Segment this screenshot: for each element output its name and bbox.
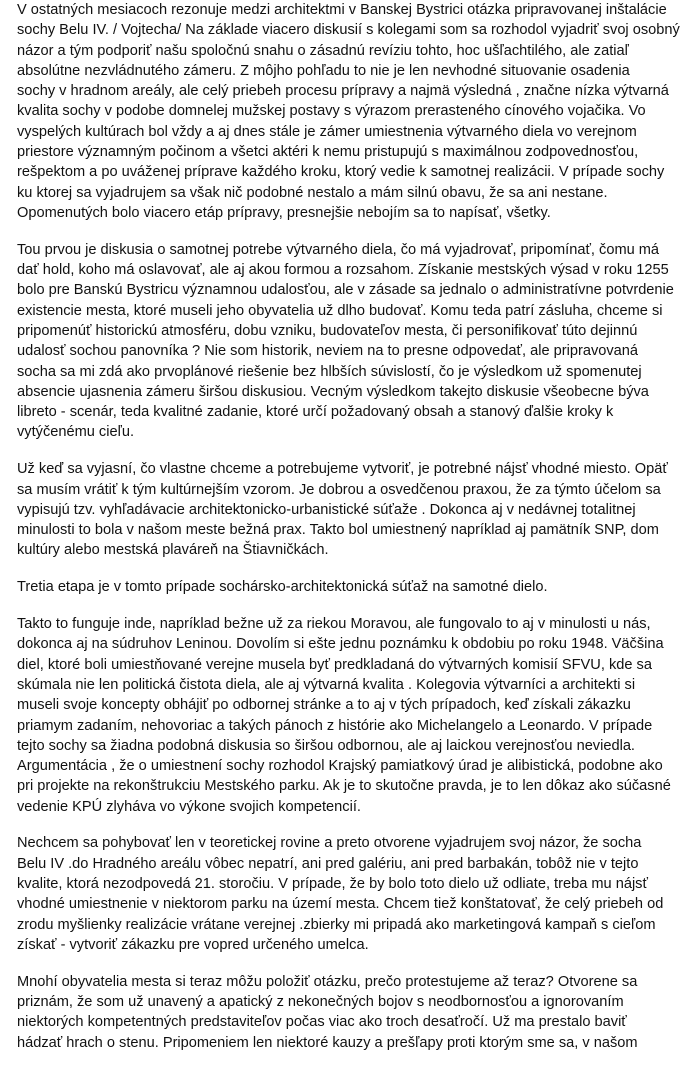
text-line: názor a tým podporiť našu spoločnú snahu o zásadnú revíziu tohto, hoc ušľachtilého, ale zatiaľ	[17, 42, 629, 59]
paragraph	[17, 577, 677, 597]
text-line: pripomenúť historickú atmosféru, dobu vzniku, budovateľov mesta, či personifikovať túto dejinnú	[17, 322, 638, 339]
text-line: kvalita sochy v podobe domnelej mužskej postavy s výrazom prerasteného cínového vojačika. Vo	[17, 103, 646, 120]
text-line: priamym zadaním, nehovoriac a takých pánoch z histórie ako Michelangelo a Leonardo. V prípade	[17, 717, 653, 734]
text-line: dať hold, koho má oslavovať, ale aj akou formou a rozsahom. Získanie mestských výsad v roku 1255	[17, 262, 669, 279]
text-line: kvalite, ktorá nezodpovedá 21. storočiu. V prípade, že by bolo toto dielo už odliate, treba mu nájsť	[17, 876, 648, 893]
paragraph	[17, 240, 677, 443]
text-line: minulosti to bola v našom meste bežná prax. Takto bol umiestnený napríklad aj pamätník SNP, dom	[17, 522, 659, 539]
text-line: sochy Belu IV. / Vojtecha/ Na základe viacero diskusií s kolegami som sa rozhodol vyjadriť svoj osobný	[17, 22, 680, 39]
text-line: udalosť sochou panovníka ? Nie som historik, neviem na to presne odpovedať, ale pripravovaná	[17, 343, 639, 360]
text-line: vyspelých kultúrach bol vždy a aj dnes stále je zámer umiestnenia výtvarného diela vo verejnom	[17, 123, 637, 140]
text-line: skúmala nie len politická čistota diela, ale aj výtvarná kvalita . Kolegovia výtvarníci a architekti si	[17, 676, 636, 693]
text-line: Tou prvou je diskusia o samotnej potrebe výtvarného diela, čo má vyjadrovať, pripomínať, čomu má	[17, 241, 660, 258]
text-line: sochy v hradnom areály, ale celý priebeh procesu prípravy a najmä výsledná , značne nízka výtvarná	[17, 83, 669, 100]
text-line: dokonca aj na súdruhov Leninou. Dovolím si ešte jednu poznámku k obdobiu po roku 1948. Väčšina	[17, 636, 664, 653]
text-line: V ostatných mesiacoch rezonuje medzi architektmi v Banskej Bystrici otázka pripravovanej inštalácie	[17, 2, 667, 18]
text-line: diel, ktoré boli umiestňované verejne musela byť predkladaná do výtvarných komisií SFVU, kde sa	[17, 656, 652, 673]
text-line: Tretia etapa je v tomto prípade sochársko-architektonická súťaž na samotné dielo.	[17, 579, 548, 596]
text-line: tejto sochy sa žiadna podobná diskusia so širšou odbornou, ale aj laickou verejnosťou neviedla.	[17, 737, 635, 754]
text-line: rešpektom a po uváženej príprave každého kroku, ktorý vedie k samotnej realizácii. V prípade sochy	[17, 164, 665, 181]
text-line: Argumentácia , že o umiestnení sochy rozhodol Krajský pamiatkový úrad je alibistická, podobne ako	[17, 758, 663, 775]
text-line: hádzať hrach o stenu. Pripomeniem len niektoré kauzy a prešľapy proti ktorým sme sa, v našom	[17, 1034, 638, 1051]
text-line: libreto - scenár, teda kvalitné zadanie, ktoré určí požadovaný obsah a stanový ďalšie kroky k	[17, 404, 614, 421]
text-line: absolútne nezvládnutého zámeru. Z môjho pohľadu to nie je len nevhodné situovanie osadenia	[17, 62, 630, 79]
text-line: vytýčenému cieľu.	[17, 424, 134, 441]
text-line: existencie mesta, ktoré museli jeho obyvatelia už dlho budovať. Komu teda patrí zásluha, chceme si	[17, 302, 663, 319]
text-line: vypisujú tzv. vyhľadávacie architektonicko-urbanistické súťaže . Dokonca aj v nedávnej totalitnej	[17, 501, 636, 518]
text-line: získať - vytvoriť zákazku pre vopred určeného umelca.	[17, 936, 369, 953]
text-line: Takto to funguje inde, napríklad bežne už za riekou Moravou, ale fungovalo to aj v minulosti u nás,	[17, 616, 651, 633]
text-line: Nechcem sa pohybovať len v teoretickej rovine a preto otvorene vyjadrujem svoj názor, že socha	[17, 835, 642, 852]
paragraph	[17, 459, 677, 560]
paragraph	[17, 0, 680, 223]
text-line: Belu IV .do Hradného areálu vôbec nepatrí, ani pred galériu, ani pred barbakán, tobôž nie v tejto	[17, 855, 639, 872]
text-line: zrodu myšlienky realizácie vrátane verejnej .zbierky mi pripadá ako marketingová kampaň s cieľom	[17, 916, 656, 933]
paragraph	[17, 614, 677, 817]
text-line: absencie ujasnenia zámeru širšou diskusiou. Vecným výsledkom takejto diskusie všeobecne býva	[17, 383, 649, 400]
text-line: priestore významným počinom a všetci aktéri k nemu pristupujú s maximálnou zodpovednosťou,	[17, 144, 639, 161]
text-line: priznám, že som už unavený a apatický z nekonečných bojov s neodbornosťou a ignorovaním	[17, 994, 624, 1011]
text-line: kultúry alebo mestská plaváreň na Štiavničkách.	[17, 542, 329, 559]
text-line: Už keď sa vyjasní, čo vlastne chceme a potrebujeme vytvoriť, je potrebné nájsť vhodné miesto. Opäť	[17, 461, 668, 478]
text-line: vedenie KPÚ zlyháva vo výkone svojich kompetencií.	[17, 798, 361, 815]
text-line: socha sa mi zdá ako prvoplánové riešenie bez hlbších súvislostí, čo je výsledkom už spomenutej	[17, 363, 642, 380]
text-line: Mnohí obyvatelia mesta si teraz môžu položiť otázku, prečo protestujeme až teraz? Otvorene sa	[17, 973, 638, 990]
text-line: Opomenutých bolo viacero etáp prípravy, presnejšie nebojím sa to napísať, všetky.	[17, 204, 551, 221]
paragraph	[17, 972, 677, 1053]
text-line: museli svoje koncepty obhájiť po odbornej stránke a to aj v tých prípadoch, keď získali zákazku	[17, 697, 631, 714]
document-page	[17, 0, 680, 1069]
text-line: vhodné umiestnenie v niektorom parku na území mesta. Chcem tiež konštatovať, že celý priebeh od	[17, 896, 664, 913]
text-line: sa musím vrátiť k tým kultúrnejším vzorom. Je dobrou a osvedčenou praxou, že za týmto účelom sa	[17, 481, 661, 498]
text-line: pri projekte na rekonštrukciu Mestského parku. Ak je to skutočne pravda, je to len dôkaz ako súčasné	[17, 778, 671, 795]
text-line: niektorých kompetentných predstaviteľov počas viac ako troch desaťročí. Už ma prestalo baviť	[17, 1014, 627, 1031]
text-line: bolo pre Banskú Bystricu významnou udalosťou, ale v zásade sa jednalo o administratívne potvrdenie	[17, 282, 674, 299]
text-line: ku ktorej sa vyjadrujem sa však nič podobné nestalo a mám silnú obavu, že sa ani nestane.	[17, 184, 608, 201]
paragraph	[17, 833, 677, 955]
